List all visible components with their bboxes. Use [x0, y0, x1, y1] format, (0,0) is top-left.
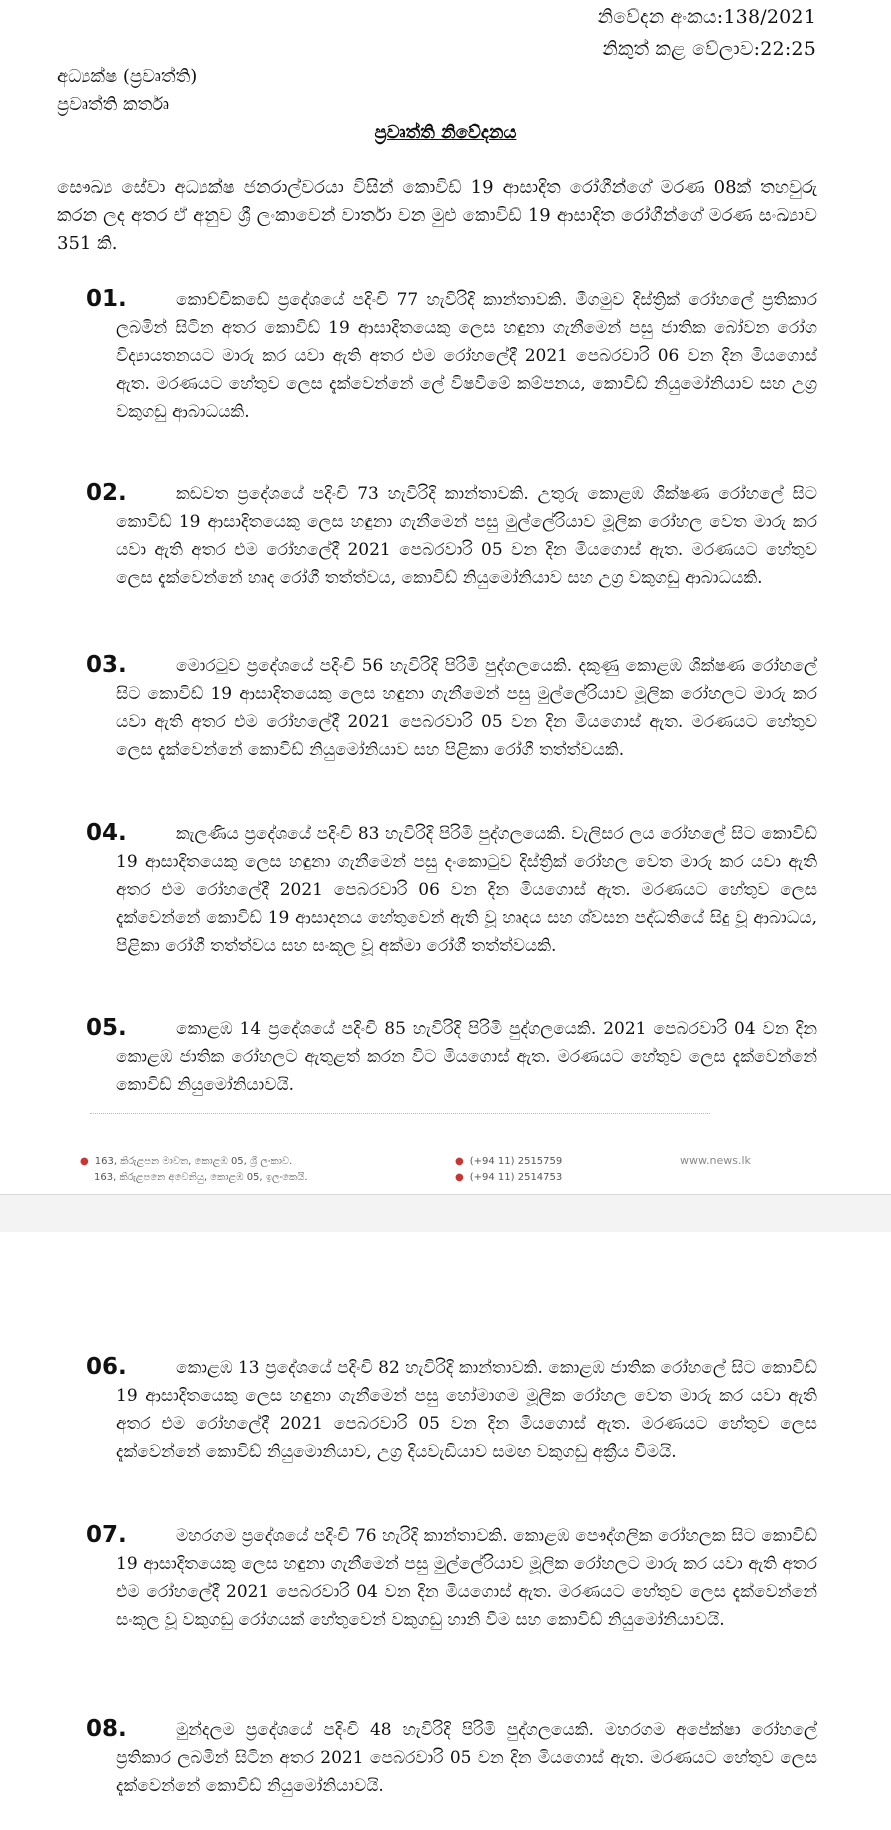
address-line-1: 163, කිරුළපන මාවත, කොළඹ 05, ශ්‍රී ලංකාව. — [94, 1156, 293, 1167]
footer-phones — [455, 1154, 562, 1186]
phone-number: (+94 11) 2515759 — [469, 1156, 563, 1167]
death-record-item — [86, 480, 817, 592]
scan-artifact-line — [90, 1113, 710, 1118]
intro-paragraph: සෞඛ්‍ය සේවා අධ්‍යක්ෂ ජනරාල්වරයා විසින් කොවිඩ් 19 ආසාදිත රෝගීන්ගේ මරණ 08ක් තහවුරු කරන ලද අතර ඒ අනුව ශ්‍රී ලංකාවෙන් වාර්තා වන මුළු කොවිඩ් 19 ආසාදිත රෝගීන්ගේ මරණ සංඛ්‍යාව 351 කි. — [57, 177, 817, 254]
item-number: 02. — [86, 480, 127, 506]
death-record-item — [86, 286, 817, 426]
reference-number: නිවේදන අංකය:138/2021 — [597, 6, 816, 28]
item-number: 06. — [86, 1354, 127, 1380]
item-number: 07. — [86, 1522, 127, 1548]
letterhead-footer — [80, 1148, 800, 1188]
fax-number: (+94 11) 2514753 — [469, 1172, 563, 1183]
issued-time: නිකුත් කළ වේලාව:22:25 — [602, 38, 816, 60]
document-title: ප්‍රවෘත්ති නිවේදනය — [374, 122, 517, 143]
item-number: 01. — [86, 286, 127, 312]
footer-address — [80, 1154, 308, 1186]
sender-line-1: අධ්‍යක්ෂ (ප්‍රවෘත්ති) — [57, 66, 198, 87]
item-text: කොළඹ 13 ප්‍රදේශයේ පදිංචි 82 හැවිරිදි කාන්තාවකි. කොළඹ ජාතික රෝහලේ සිට කොවිඩ් 19 ආසාදිතයෙකු ලෙස හඳුනා ගැනීමෙන් පසු හෝමාගම මූලික රෝහල වෙත මාරු කර යවා ඇති අතර එම රෝහලේදී 2021 පෙබරවාරි 05 වන දින මියගොස් ඇත. මරණයට හේතුව ලෙස දැක්වෙන්නේ කොවිඩ් නියුමොනියාව, උග්‍ර දියවැඩියාව සමඟ වකුගඩු අක්‍රීය වීමයි. — [116, 1358, 817, 1462]
item-text: කැලණිය ප්‍රදේශයේ පදිංචි 83 හැවිරිදි පිරිමි පුද්ගලයෙකි. වැලිසර ලය රෝහලේ සිට කොවිඩ් 19 ආසාදිතයෙකු ලෙස හඳුනා ගැනීමෙන් පසු දංකොටුව දිස්ත්‍රික් රෝහල වෙත මාරු කර යවා ඇති අතර එම රෝහලේදී 2021 පෙබරවාරි 06 වන දින මියගොස් ඇත. මරණයට හේතුව ලෙස දැක්වෙන්නේ කොවිඩ් 19 ආසාදනය හේතුවෙන් ඇති වූ හෘදය සහ ශ්වසන පද්ධතියේ සිදු වූ ආබාධය, පිළිකා රෝගී තත්ත්වය සහ සංකූල වූ අක්මා රෝගී තත්ත්වයකි. — [116, 824, 817, 956]
item-number: 04. — [86, 820, 127, 846]
item-text: මොරටුව ප්‍රදේශයේ පදිංචි 56 හැවිරිදි පිරිමි පුද්ගලයෙකි. දකුණු කොළඹ ශික්ෂණ රෝහලේ සිට කොවිඩ් 19 ආසාදිතයෙකු ලෙස හඳුනා ගැනීමෙන් පසු මුල්ලේරියාව මූලික රෝහලට මාරු කර යවා ඇති අතර එම රෝහලේදී 2021 පෙබරවාරි 05 වන දින මියගොස් ඇත. මරණයට හේතුව ලෙස දැක්වෙන්නේ කොවිඩ් නියුමෝනියාව සහ පිළිකා රෝගී තත්ත්වයකි. — [116, 656, 817, 760]
phone-icon: ● — [455, 1156, 464, 1167]
death-record-item — [86, 1354, 817, 1466]
fax-icon: ● — [455, 1172, 464, 1183]
death-record-item — [86, 652, 817, 764]
item-text: කොළඹ 14 ප්‍රදේශයේ පදිංචි 85 හැවිරිදි පිරිමි පුද්ගලයෙකි. 2021 පෙබරවාරි 04 වන දින කොළඹ ජාතික රෝහලට ඇතුළත් කරන විට මියගොස් ඇත. මරණයට හේතුව ලෙස දැක්වෙන්නේ කොවිඩ් නියුමෝනියාවයි. — [116, 1019, 817, 1095]
item-text: කොච්චිකඩේ ප්‍රදේශයේ පදිංචි 77 හැවිරිදි කාන්තාවකි. මීගමුව දිස්ත්‍රික් රෝහලේ ප්‍රතිකාර ලබමින් සිටින අතර කොවිඩ් 19 ආසාදිතයෙකු ලෙස හඳුනා ගැනීමෙන් පසු ජාතික බෝවන රෝග විද්‍යායතනයට මාරු කර යවා ඇති අතර එම රෝහලේදී 2021 පෙබරවාරි 06 වන දින මියගොස් ඇත. මරණයට හේතුව ලෙස දැක්වෙන්නේ ලේ විෂවීමේ කම්පනය, කොවිඩ් නියුමෝනියාව සහ උග්‍ර වකුගඩු ආබාධයකි. — [116, 290, 818, 422]
item-text: කඩවත ප්‍රදේශයේ පදිංචි 73 හැවිරිදි කාන්තාවකි. උතුරු කොළඹ ශික්ෂණ රෝහලේ සිට කොවිඩ් 19 ආසාදිතයෙකු ලෙස හඳුනා ගැනීමෙන් පසු මුල්ලේරියාව මූලික රෝහල වෙත මාරු කර යවා ඇති අතර එම රෝහලේදී 2021 පෙබරවාරි 05 වන දින මියගොස් ඇත. මරණයට හේතුව ලෙස දැක්වෙන්නේ හෘද රෝගී තත්ත්වය, කොවිඩ් නියුමෝනියාව සහ උග්‍ර වකුගඩු ආබාධයකි. — [116, 484, 817, 588]
death-record-item — [86, 1716, 817, 1800]
item-number: 05. — [86, 1015, 127, 1041]
item-text: මහරගම ප්‍රදේශයේ පදිංචි 76 හැරිදි කාන්තාවකි. කොළඹ පෞද්ගලික රෝහලක සිට කොවිඩ් 19 ආසාදිතයෙකු ලෙස හඳුනා ගැනීමෙන් පසු මුල්ලේරියාව මූලික රෝහලට මාරු කර යවා ඇති අතර එම රෝහලේදී 2021 පෙබරවාරි 04 වන දින මියගොස් ඇත. මරණයට හේතුව ලෙස දැක්වෙන්නේ සංකූල වූ වකුගඩු රෝගයක් හේතුවෙන් වකුගඩු හානි වීම සහ කොවිඩ් නියුමෝනියාවයි. — [116, 1526, 817, 1630]
bullet-icon: ● — [80, 1156, 89, 1167]
death-record-item — [86, 820, 817, 960]
address-line-2: 163, කිරුළපනෙ අවෙනියු, කොළඹ 05, ඉලංකෙයි. — [94, 1172, 308, 1183]
item-number: 03. — [86, 652, 127, 678]
sender-line-2: ප්‍රවෘත්ති කර්තෘ — [57, 94, 170, 115]
death-record-item — [86, 1015, 817, 1099]
item-number: 08. — [86, 1716, 127, 1742]
item-text: මුන්දලම ප්‍රදේශයේ පදිංචි 48 හැවිරිදි පිරිමි පුද්ගලයෙකි. මහරගම අපේක්ෂා රෝහලේ ප්‍රතිකාර ලබමින් සිටින අතර 2021 පෙබරවාරි 05 වන දින මියගොස් ඇත. මරණයට හේතුව ලෙස දැක්වෙන්නේ කොවිඩ් නියුමෝනියාවයි. — [116, 1720, 817, 1796]
document-page-2 — [0, 1232, 891, 1830]
death-record-item — [86, 1522, 817, 1634]
website-link[interactable]: www.news.lk — [680, 1154, 751, 1167]
